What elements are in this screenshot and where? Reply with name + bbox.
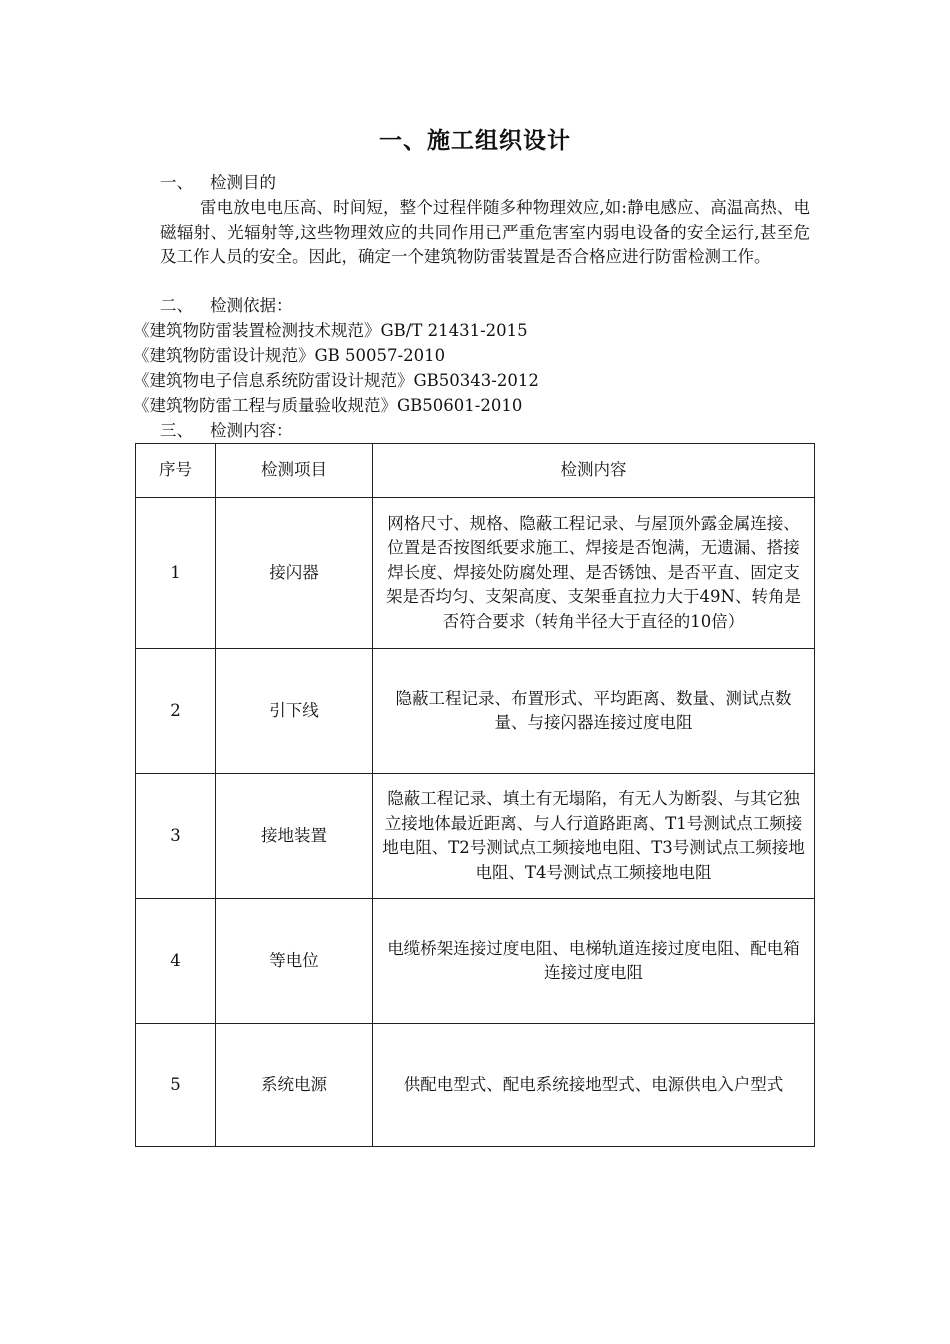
standard-item: 《建筑物电子信息系统防雷设计规范》GB50343-2012: [133, 371, 539, 390]
row-number: 3: [136, 774, 216, 899]
table-row: [136, 1024, 815, 1147]
row-number: 5: [136, 1024, 216, 1147]
table-row: [136, 899, 815, 1024]
row-content: 电缆桥架连接过度电阻、电梯轨道连接过度电阻、配电箱连接过度电阻: [373, 899, 815, 1024]
section-number: 一、: [160, 173, 193, 192]
section-heading-purpose: [160, 170, 276, 195]
section-number: 二、: [160, 296, 193, 315]
section-heading-text: 检测依据：: [210, 296, 293, 315]
section-heading-basis: [160, 293, 293, 318]
row-content: 隐蔽工程记录、填土有无塌陷，有无人为断裂、与其它独立接地体最近距离、与人行道路距离、T1号测试点工频接地电阻、T2号测试点工频接地电阻、T3号测试点工频接地电阻、T4号测试点工频接地电阻: [373, 774, 815, 899]
table-header-row: [136, 444, 815, 498]
section-heading-content: [160, 418, 293, 443]
header-content: 检测内容: [373, 444, 815, 498]
row-number: 4: [136, 899, 216, 1024]
row-number: 2: [136, 649, 216, 774]
row-number: 1: [136, 498, 216, 649]
row-content: 供配电型式、配电系统接地型式、电源供电入户型式: [373, 1024, 815, 1147]
inspection-table: [135, 443, 815, 1147]
row-content: 网格尺寸、规格、隐蔽工程记录、与屋顶外露金属连接、位置是否按图纸要求施工、焊接是否饱满，无遗漏、搭接焊长度、焊接处防腐处理、是否锈蚀、是否平直、固定支架是否均匀、支架高度、支架垂直拉力大于49N、转角是否符合要求（转角半径大于直径的10倍）: [373, 498, 815, 649]
row-item: 接地装置: [216, 774, 373, 899]
standard-item: 《建筑物防雷设计规范》GB 50057-2010: [133, 346, 446, 365]
row-content: 隐蔽工程记录、布置形式、平均距离、数量、测试点数量、与接闪器连接过度电阻: [373, 649, 815, 774]
row-item: 接闪器: [216, 498, 373, 649]
header-no: 序号: [136, 444, 216, 498]
standard-item: 《建筑物防雷装置检测技术规范》GB/T 21431-2015: [133, 321, 528, 340]
table-row: [136, 649, 815, 774]
purpose-paragraph: 雷电放电电压高、时间短，整个过程伴随多种物理效应,如:静电感应、高温高热、电磁辐射、光辐射等,这些物理效应的共同作用已严重危害室内弱电设备的安全运行,甚至危及工作人员的安全。因此，确定一个建筑物防雷装置是否合格应进行防雷检测工作。: [160, 198, 810, 266]
header-item: 检测项目: [216, 444, 373, 498]
section-heading-text: 检测内容：: [210, 421, 293, 440]
section-heading-text: 检测目的: [210, 173, 276, 192]
table-row: [136, 498, 815, 649]
page-title: 一、施工组织设计: [379, 128, 571, 154]
row-item: 系统电源: [216, 1024, 373, 1147]
standard-item: 《建筑物防雷工程与质量验收规范》GB50601-2010: [133, 396, 523, 415]
row-item: 引下线: [216, 649, 373, 774]
table-row: [136, 774, 815, 899]
section-number: 三、: [160, 421, 193, 440]
row-item: 等电位: [216, 899, 373, 1024]
